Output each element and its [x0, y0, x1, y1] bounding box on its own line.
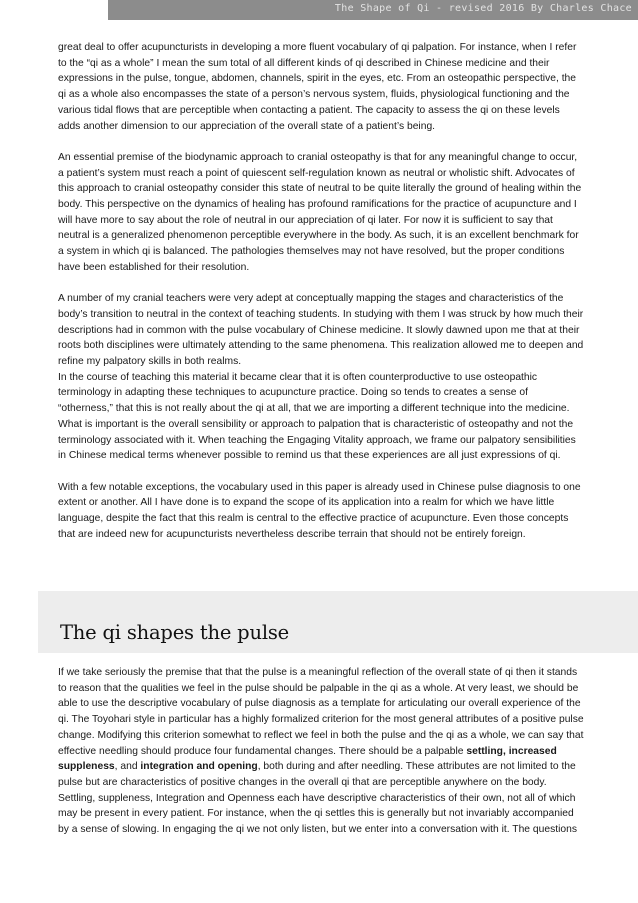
paragraph-3: A number of my cranial teachers were very adept at conceptually mapping the stages and characteristics of the body’s transition to neutral in the context of teaching students. In studying with them I was struck by how much their descriptions had in common with the pulse vocabulary of Chinese medicine. It slowly dawned upon me that at their roots both disciplines were ultimately attending to the same phenomena. This realization allowed me to deepen and refine my palpatory skills in both realms. — [58, 293, 584, 368]
term-settling-suppleness: settling, increased suppleness — [58, 745, 557, 773]
paragraph-6-text-a: If we take seriously the premise that that the pulse is a meaningful reflection of the overall state of qi then it stands to reason that the qualities we feel in the pulse should be palpable in the qi as a whole. At very least, we should be able to use the descriptive vocabulary of pulse diagnosis as a template for articulating our overall experience of the qi. The Toyohari style in particular has a highly formalized criterion for the most general attributes of a positive pulse change. Modifying this criterion somewhat to reflect we feel in both the pulse and the qi as a whole, we can say that effective needling should produce four fundamental changes. There should be a palpable — [58, 667, 584, 757]
paragraph-2: An essential premise of the biodynamic approach to cranial osteopathy is that for any meaningful change to occur, a patient’s system must reach a point of quiescent self-regulation known as neutral or wholistic shift. Advocates of this approach to cranial osteopathy consider this state of neutral to be quite literally the ground of healing within the body. This perspective on the dynamics of healing has profound ramifications for the practice of acupuncture and I will have more to say about the role of neutral in our appreciation of qi later. For now it is sufficient to say that neutral is a generalized phenomenon perceptible everywhere in the body. As such, it is an excellent benchmark for a system in which qi is balanced. The pathologies themselves may not have resolved, but the proper conditions have been established for their resolution. — [58, 151, 582, 273]
section-body-1 — [58, 40, 584, 558]
paragraph-6 — [58, 665, 584, 838]
paragraph-6-text-b: , and — [114, 761, 141, 773]
section-body-2 — [58, 665, 584, 853]
paragraph-1: great deal to offer acupuncturists in developing a more fluent vocabulary of qi palpation. For instance, when I refer to the “qi as a whole” I mean the sum total of all different kinds of qi described in Chinese medicine and their expressions in the pulse, tongue, abdomen, channels, spirit in the eyes, etc. From an osteopathic perspective, the qi as a whole also encompasses the state of a person’s nervous system, fluids, physiological functioning and the various tidal flows that are perceptible when contacting a patient. The capacity to assess the qi on these levels adds another dimension to our appreciation of the overall state of a patient’s being. — [58, 42, 577, 132]
paragraph-5: With a few notable exceptions, the vocabulary used in this paper is already used in Chinese pulse diagnosis to one extent or another. All I have done is to expand the scope of its application into a realm for which we have little language, despite the fact that this realm is central to the effective practice of acupuncture. Even those concepts that are indeed new for acupuncturists nevertheless describe terrain that should not be entirely foreign. — [58, 481, 581, 540]
term-integration-opening: integration and opening — [140, 761, 258, 773]
running-header-title: The Shape of Qi - revised 2016 By Charles Chace — [334, 3, 632, 14]
running-header-bar — [108, 0, 638, 20]
section-heading: The qi shapes the pulse — [60, 621, 290, 644]
paragraph-4: In the course of teaching this material it became clear that it is often counterproductive to use osteopathic terminology in adapting these techniques to acupuncture practice. Doing so tends to creates a sense of “otherness,” that this is not really about the qi at all, that we are importing a different technique into the medicine. What is important is the overall sensibility or approach to palpation that is characteristic of osteopathy and not the terminology associated with it. When teaching the Engaging Vitality approach, we frame our palpatory sensibilities in Chinese medical terms whenever possible to remind us that these experiences are all just expressions of qi. — [58, 371, 576, 462]
paragraph-6-text-c: , both during and after needling. These attributes are not limited to the pulse but are characteristics of positive changes in the overall qi that are perceptible anywhere on the body. Settling, suppleness, Integration and Openness each have descriptive characteristics of their own, not all of which may be present in every patient. For instance, when the qi settles this is generally but not invariably accompanied by a sense of slowing. In engaging the qi we not only listen, but we enter into a conversation with it. The questions — [58, 761, 577, 836]
section-heading-band — [38, 591, 638, 653]
